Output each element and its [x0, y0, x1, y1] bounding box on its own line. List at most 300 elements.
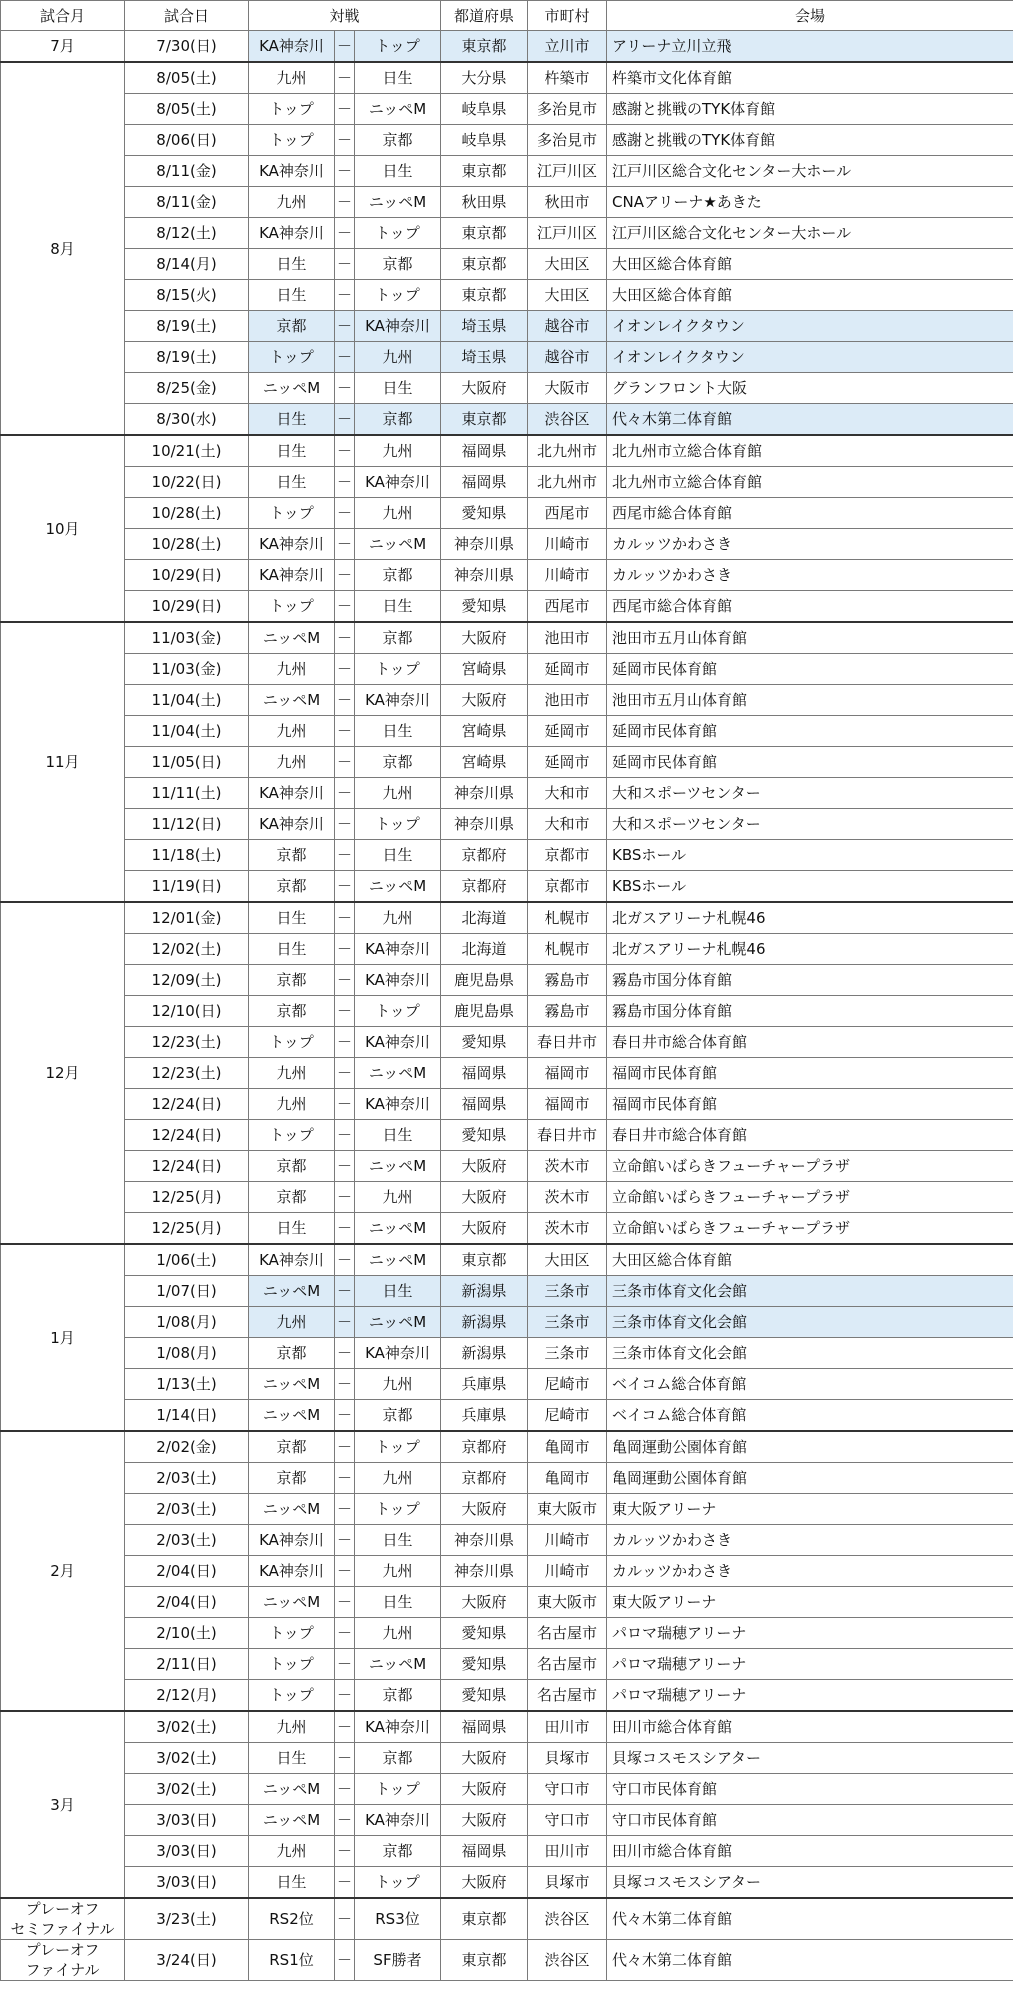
- home-team-cell: トップ: [249, 591, 335, 623]
- prefecture-cell: 北海道: [441, 934, 528, 965]
- table-row: [1, 187, 1013, 218]
- away-team-cell: 日生: [355, 1587, 441, 1618]
- away-team-cell: トップ: [355, 218, 441, 249]
- away-team-cell: KA神奈川: [355, 1338, 441, 1369]
- away-team-cell: 九州: [355, 342, 441, 373]
- prefecture-cell: 東京都: [441, 1244, 528, 1276]
- home-team-cell: 日生: [249, 467, 335, 498]
- home-team-cell: 京都: [249, 871, 335, 903]
- table-row: [1, 1058, 1013, 1089]
- city-cell: 大田区: [528, 249, 607, 280]
- away-team-cell: 日生: [355, 1525, 441, 1556]
- home-team-cell: トップ: [249, 1027, 335, 1058]
- home-team-cell: トップ: [249, 342, 335, 373]
- home-team-cell: トップ: [249, 1120, 335, 1151]
- prefecture-cell: 神奈川県: [441, 560, 528, 591]
- table-row: [1, 996, 1013, 1027]
- home-team-cell: KA神奈川: [249, 31, 335, 63]
- away-team-cell: KA神奈川: [355, 934, 441, 965]
- city-cell: 大和市: [528, 778, 607, 809]
- away-team-cell: 日生: [355, 156, 441, 187]
- away-team-cell: 京都: [355, 747, 441, 778]
- venue-cell: 東大阪アリーナ: [607, 1587, 1013, 1618]
- prefecture-cell: 大阪府: [441, 1743, 528, 1774]
- versus-dash: －: [335, 1182, 355, 1213]
- prefecture-cell: 宮崎県: [441, 654, 528, 685]
- versus-dash: －: [335, 1431, 355, 1463]
- versus-dash: －: [335, 156, 355, 187]
- city-cell: 北九州市: [528, 467, 607, 498]
- venue-cell: 感謝と挑戦のTYK体育館: [607, 94, 1013, 125]
- date-cell: 12/25(月): [125, 1182, 249, 1213]
- versus-dash: －: [335, 1276, 355, 1307]
- venue-cell: イオンレイクタウン: [607, 342, 1013, 373]
- away-team-cell: 九州: [355, 1369, 441, 1400]
- date-cell: 11/04(土): [125, 685, 249, 716]
- table-row: [1, 871, 1013, 903]
- city-cell: 貝塚市: [528, 1867, 607, 1899]
- versus-dash: －: [335, 1089, 355, 1120]
- prefecture-cell: 愛知県: [441, 1618, 528, 1649]
- versus-dash: －: [335, 591, 355, 623]
- date-cell: 10/29(日): [125, 591, 249, 623]
- city-cell: 越谷市: [528, 342, 607, 373]
- versus-dash: －: [335, 1743, 355, 1774]
- home-team-cell: 日生: [249, 280, 335, 311]
- city-cell: 杵築市: [528, 62, 607, 94]
- month-cell: 11月: [1, 622, 125, 902]
- home-team-cell: ニッペM: [249, 685, 335, 716]
- prefecture-cell: 新潟県: [441, 1338, 528, 1369]
- versus-dash: －: [335, 1867, 355, 1899]
- venue-cell: CNAアリーナ★あきた: [607, 187, 1013, 218]
- away-team-cell: ニッペM: [355, 529, 441, 560]
- away-team-cell: トップ: [355, 809, 441, 840]
- table-row: [1, 1867, 1013, 1899]
- prefecture-cell: 宮崎県: [441, 747, 528, 778]
- prefecture-cell: 京都府: [441, 840, 528, 871]
- venue-cell: 代々木第二体育館: [607, 404, 1013, 436]
- date-cell: 1/08(月): [125, 1307, 249, 1338]
- city-cell: 大田区: [528, 280, 607, 311]
- venue-cell: 西尾市総合体育館: [607, 498, 1013, 529]
- versus-dash: －: [335, 435, 355, 467]
- date-cell: 1/14(日): [125, 1400, 249, 1432]
- venue-cell: ベイコム総合体育館: [607, 1369, 1013, 1400]
- versus-dash: －: [335, 1556, 355, 1587]
- month-cell: 12月: [1, 902, 125, 1244]
- city-cell: 名古屋市: [528, 1618, 607, 1649]
- home-team-cell: 京都: [249, 1431, 335, 1463]
- prefecture-cell: 神奈川県: [441, 1556, 528, 1587]
- away-team-cell: KA神奈川: [355, 1711, 441, 1743]
- venue-cell: 感謝と挑戦のTYK体育館: [607, 125, 1013, 156]
- versus-dash: －: [335, 871, 355, 903]
- table-row: [1, 31, 1013, 63]
- date-cell: 1/07(日): [125, 1276, 249, 1307]
- city-cell: 江戸川区: [528, 156, 607, 187]
- versus-dash: －: [335, 1587, 355, 1618]
- city-cell: 守口市: [528, 1774, 607, 1805]
- home-team-cell: トップ: [249, 1680, 335, 1712]
- versus-dash: －: [335, 280, 355, 311]
- header-prefecture: 都道府県: [441, 1, 528, 31]
- table-row: [1, 716, 1013, 747]
- venue-cell: カルッツかわさき: [607, 1556, 1013, 1587]
- playoff-stage-line2: ファイナル: [25, 1961, 100, 1979]
- away-team-cell: 九州: [355, 1618, 441, 1649]
- city-cell: 三条市: [528, 1338, 607, 1369]
- versus-dash: －: [335, 1027, 355, 1058]
- table-row: [1, 280, 1013, 311]
- versus-dash: －: [335, 965, 355, 996]
- city-cell: 多治見市: [528, 94, 607, 125]
- versus-dash: －: [335, 1338, 355, 1369]
- away-team-cell: ニッペM: [355, 94, 441, 125]
- away-team-cell: 日生: [355, 62, 441, 94]
- away-team-cell: 日生: [355, 716, 441, 747]
- table-row: [1, 1463, 1013, 1494]
- prefecture-cell: 神奈川県: [441, 529, 528, 560]
- home-team-cell: KA神奈川: [249, 1556, 335, 1587]
- month-cell: 7月: [1, 31, 125, 63]
- venue-cell: 池田市五月山体育館: [607, 685, 1013, 716]
- versus-dash: －: [335, 1307, 355, 1338]
- prefecture-cell: 大阪府: [441, 1867, 528, 1899]
- city-cell: 霧島市: [528, 996, 607, 1027]
- venue-cell: 福岡市民体育館: [607, 1058, 1013, 1089]
- venue-cell: ベイコム総合体育館: [607, 1400, 1013, 1432]
- date-cell: 12/24(日): [125, 1120, 249, 1151]
- versus-dash: －: [335, 1494, 355, 1525]
- month-cell: 2月: [1, 1431, 125, 1711]
- table-row: [1, 1680, 1013, 1712]
- city-cell: 亀岡市: [528, 1431, 607, 1463]
- home-team-cell: 日生: [249, 249, 335, 280]
- city-cell: 江戸川区: [528, 218, 607, 249]
- city-cell: 池田市: [528, 622, 607, 654]
- prefecture-cell: 京都府: [441, 1431, 528, 1463]
- table-row: [1, 1618, 1013, 1649]
- date-cell: 12/24(日): [125, 1151, 249, 1182]
- prefecture-cell: 大阪府: [441, 1494, 528, 1525]
- city-cell: 亀岡市: [528, 1463, 607, 1494]
- away-team-cell: 九州: [355, 498, 441, 529]
- home-team-cell: 九州: [249, 187, 335, 218]
- away-team-cell: 日生: [355, 840, 441, 871]
- venue-cell: パロマ瑞穂アリーナ: [607, 1680, 1013, 1712]
- city-cell: 越谷市: [528, 311, 607, 342]
- venue-cell: 北九州市立総合体育館: [607, 435, 1013, 467]
- versus-dash: －: [335, 1463, 355, 1494]
- city-cell: 春日井市: [528, 1027, 607, 1058]
- venue-cell: 西尾市総合体育館: [607, 591, 1013, 623]
- prefecture-cell: 神奈川県: [441, 778, 528, 809]
- away-team-cell: 日生: [355, 373, 441, 404]
- venue-cell: 三条市体育文化会館: [607, 1276, 1013, 1307]
- city-cell: 福岡市: [528, 1089, 607, 1120]
- versus-dash: －: [335, 654, 355, 685]
- table-row: [1, 1307, 1013, 1338]
- header-row: [1, 1, 1013, 31]
- home-team-cell: KA神奈川: [249, 218, 335, 249]
- venue-cell: 東大阪アリーナ: [607, 1494, 1013, 1525]
- prefecture-cell: 福岡県: [441, 1711, 528, 1743]
- prefecture-cell: 大阪府: [441, 685, 528, 716]
- table-row: [1, 156, 1013, 187]
- versus-dash: －: [335, 1213, 355, 1245]
- table-row: [1, 1805, 1013, 1836]
- city-cell: 西尾市: [528, 591, 607, 623]
- header-venue: 会場: [607, 1, 1013, 31]
- venue-cell: KBSホール: [607, 871, 1013, 903]
- away-team-cell: 京都: [355, 560, 441, 591]
- home-team-cell: 九州: [249, 1711, 335, 1743]
- date-cell: 3/03(日): [125, 1836, 249, 1867]
- table-row: [1, 1338, 1013, 1369]
- venue-cell: KBSホール: [607, 840, 1013, 871]
- header-month: 試合月: [1, 1, 125, 31]
- city-cell: 尼崎市: [528, 1369, 607, 1400]
- home-team-cell: 京都: [249, 840, 335, 871]
- home-team-cell: ニッペM: [249, 1369, 335, 1400]
- versus-dash: －: [335, 1774, 355, 1805]
- venue-cell: 代々木第二体育館: [607, 1940, 1013, 1981]
- home-team-cell: 日生: [249, 404, 335, 436]
- prefecture-cell: 東京都: [441, 404, 528, 436]
- versus-dash: －: [335, 1805, 355, 1836]
- date-cell: 10/21(土): [125, 435, 249, 467]
- home-team-cell: 九州: [249, 1836, 335, 1867]
- venue-cell: 延岡市民体育館: [607, 716, 1013, 747]
- versus-dash: －: [335, 622, 355, 654]
- versus-dash: －: [335, 1369, 355, 1400]
- home-team-cell: ニッペM: [249, 622, 335, 654]
- city-cell: 川崎市: [528, 1525, 607, 1556]
- date-cell: 2/04(日): [125, 1556, 249, 1587]
- venue-cell: 立命館いばらきフューチャープラザ: [607, 1182, 1013, 1213]
- prefecture-cell: 岐阜県: [441, 94, 528, 125]
- home-team-cell: 京都: [249, 1182, 335, 1213]
- date-cell: 12/23(土): [125, 1058, 249, 1089]
- home-team-cell: KA神奈川: [249, 809, 335, 840]
- home-team-cell: トップ: [249, 125, 335, 156]
- prefecture-cell: 埼玉県: [441, 311, 528, 342]
- date-cell: 11/03(金): [125, 654, 249, 685]
- versus-dash: －: [335, 1244, 355, 1276]
- versus-dash: －: [335, 809, 355, 840]
- table-row: [1, 809, 1013, 840]
- table-row: [1, 1587, 1013, 1618]
- prefecture-cell: 鹿児島県: [441, 965, 528, 996]
- home-team-cell: 日生: [249, 1867, 335, 1899]
- away-team-cell: KA神奈川: [355, 1805, 441, 1836]
- prefecture-cell: 宮崎県: [441, 716, 528, 747]
- city-cell: 田川市: [528, 1836, 607, 1867]
- away-team-cell: トップ: [355, 280, 441, 311]
- versus-dash: －: [335, 1836, 355, 1867]
- versus-dash: －: [335, 560, 355, 591]
- versus-dash: －: [335, 1151, 355, 1182]
- city-cell: 京都市: [528, 840, 607, 871]
- prefecture-cell: 京都府: [441, 1463, 528, 1494]
- venue-cell: 田川市総合体育館: [607, 1836, 1013, 1867]
- venue-cell: 三条市体育文化会館: [607, 1338, 1013, 1369]
- venue-cell: 池田市五月山体育館: [607, 622, 1013, 654]
- home-team-cell: 九州: [249, 62, 335, 94]
- prefecture-cell: 大分県: [441, 62, 528, 94]
- versus-dash: －: [335, 373, 355, 404]
- away-team-cell: 京都: [355, 125, 441, 156]
- table-row: [1, 435, 1013, 467]
- home-team-cell: 京都: [249, 311, 335, 342]
- home-team-cell: KA神奈川: [249, 778, 335, 809]
- versus-dash: －: [335, 31, 355, 63]
- date-cell: 11/19(日): [125, 871, 249, 903]
- table-row: [1, 1244, 1013, 1276]
- prefecture-cell: 東京都: [441, 280, 528, 311]
- date-cell: 12/02(土): [125, 934, 249, 965]
- date-cell: 8/06(日): [125, 125, 249, 156]
- city-cell: 名古屋市: [528, 1649, 607, 1680]
- away-team-cell: KA神奈川: [355, 1027, 441, 1058]
- date-cell: 12/24(日): [125, 1089, 249, 1120]
- away-team-cell: ニッペM: [355, 1244, 441, 1276]
- city-cell: 多治見市: [528, 125, 607, 156]
- date-cell: 10/28(土): [125, 529, 249, 560]
- date-cell: 1/08(月): [125, 1338, 249, 1369]
- date-cell: 11/04(土): [125, 716, 249, 747]
- home-team-cell: ニッペM: [249, 1805, 335, 1836]
- table-row: [1, 311, 1013, 342]
- venue-cell: 亀岡運動公園体育館: [607, 1463, 1013, 1494]
- header-city: 市町村: [528, 1, 607, 31]
- home-team-cell: ニッペM: [249, 1774, 335, 1805]
- city-cell: 渋谷区: [528, 404, 607, 436]
- versus-dash: －: [335, 685, 355, 716]
- away-team-cell: 日生: [355, 591, 441, 623]
- city-cell: 茨木市: [528, 1182, 607, 1213]
- home-team-cell: 日生: [249, 1743, 335, 1774]
- away-team-cell: トップ: [355, 1431, 441, 1463]
- date-cell: 3/03(日): [125, 1805, 249, 1836]
- city-cell: 春日井市: [528, 1120, 607, 1151]
- date-cell: 2/11(日): [125, 1649, 249, 1680]
- city-cell: 札幌市: [528, 934, 607, 965]
- versus-dash: －: [335, 1680, 355, 1712]
- away-team-cell: RS3位: [355, 1898, 441, 1940]
- prefecture-cell: 愛知県: [441, 1120, 528, 1151]
- away-team-cell: ニッペM: [355, 871, 441, 903]
- away-team-cell: トップ: [355, 1774, 441, 1805]
- prefecture-cell: 大阪府: [441, 1151, 528, 1182]
- away-team-cell: ニッペM: [355, 1213, 441, 1245]
- away-team-cell: 九州: [355, 902, 441, 934]
- prefecture-cell: 北海道: [441, 902, 528, 934]
- venue-cell: 霧島市国分体育館: [607, 996, 1013, 1027]
- home-team-cell: 九州: [249, 1089, 335, 1120]
- home-team-cell: トップ: [249, 1618, 335, 1649]
- versus-dash: －: [335, 1618, 355, 1649]
- table-row: [1, 1649, 1013, 1680]
- date-cell: 12/01(金): [125, 902, 249, 934]
- date-cell: 12/23(土): [125, 1027, 249, 1058]
- venue-cell: 北九州市立総合体育館: [607, 467, 1013, 498]
- date-cell: 3/24(日): [125, 1940, 249, 1981]
- month-cell: 1月: [1, 1244, 125, 1431]
- playoff-stage-line1: プレーオフ: [25, 1941, 100, 1959]
- prefecture-cell: 福岡県: [441, 1089, 528, 1120]
- city-cell: 守口市: [528, 1805, 607, 1836]
- venue-cell: 大田区総合体育館: [607, 1244, 1013, 1276]
- away-team-cell: 九州: [355, 435, 441, 467]
- city-cell: 池田市: [528, 685, 607, 716]
- versus-dash: －: [335, 342, 355, 373]
- table-row: [1, 529, 1013, 560]
- table-row: [1, 1182, 1013, 1213]
- venue-cell: 立命館いばらきフューチャープラザ: [607, 1213, 1013, 1245]
- versus-dash: －: [335, 1120, 355, 1151]
- away-team-cell: トップ: [355, 1867, 441, 1899]
- away-team-cell: トップ: [355, 996, 441, 1027]
- date-cell: 8/11(金): [125, 187, 249, 218]
- city-cell: 貝塚市: [528, 1743, 607, 1774]
- versus-dash: －: [335, 996, 355, 1027]
- date-cell: 8/05(土): [125, 94, 249, 125]
- home-team-cell: 九州: [249, 1307, 335, 1338]
- prefecture-cell: 秋田県: [441, 187, 528, 218]
- table-row: [1, 404, 1013, 436]
- home-team-cell: RS1位: [249, 1940, 335, 1981]
- home-team-cell: 日生: [249, 902, 335, 934]
- away-team-cell: 九州: [355, 1556, 441, 1587]
- table-row: [1, 685, 1013, 716]
- month-cell: 3月: [1, 1711, 125, 1898]
- table-row: [1, 1525, 1013, 1556]
- table-row: [1, 654, 1013, 685]
- table-row: [1, 1027, 1013, 1058]
- venue-cell: 北ガスアリーナ札幌46: [607, 902, 1013, 934]
- prefecture-cell: 愛知県: [441, 1027, 528, 1058]
- date-cell: 3/02(土): [125, 1774, 249, 1805]
- venue-cell: アリーナ立川立飛: [607, 31, 1013, 63]
- city-cell: 三条市: [528, 1307, 607, 1338]
- versus-dash: －: [335, 529, 355, 560]
- versus-dash: －: [335, 1649, 355, 1680]
- prefecture-cell: 東京都: [441, 1898, 528, 1940]
- table-row: [1, 840, 1013, 871]
- table-row: [1, 62, 1013, 94]
- home-team-cell: 日生: [249, 435, 335, 467]
- table-row: [1, 778, 1013, 809]
- table-row: [1, 125, 1013, 156]
- prefecture-cell: 神奈川県: [441, 1525, 528, 1556]
- date-cell: 2/10(土): [125, 1618, 249, 1649]
- prefecture-cell: 大阪府: [441, 1182, 528, 1213]
- versus-dash: －: [335, 1940, 355, 1981]
- date-cell: 11/12(日): [125, 809, 249, 840]
- date-cell: 7/30(日): [125, 31, 249, 63]
- home-team-cell: 九州: [249, 747, 335, 778]
- venue-cell: パロマ瑞穂アリーナ: [607, 1649, 1013, 1680]
- venue-cell: 大田区総合体育館: [607, 280, 1013, 311]
- prefecture-cell: 兵庫県: [441, 1400, 528, 1432]
- venue-cell: 守口市民体育館: [607, 1774, 1013, 1805]
- city-cell: 東大阪市: [528, 1494, 607, 1525]
- away-team-cell: 京都: [355, 404, 441, 436]
- prefecture-cell: 福岡県: [441, 1836, 528, 1867]
- prefecture-cell: 東京都: [441, 218, 528, 249]
